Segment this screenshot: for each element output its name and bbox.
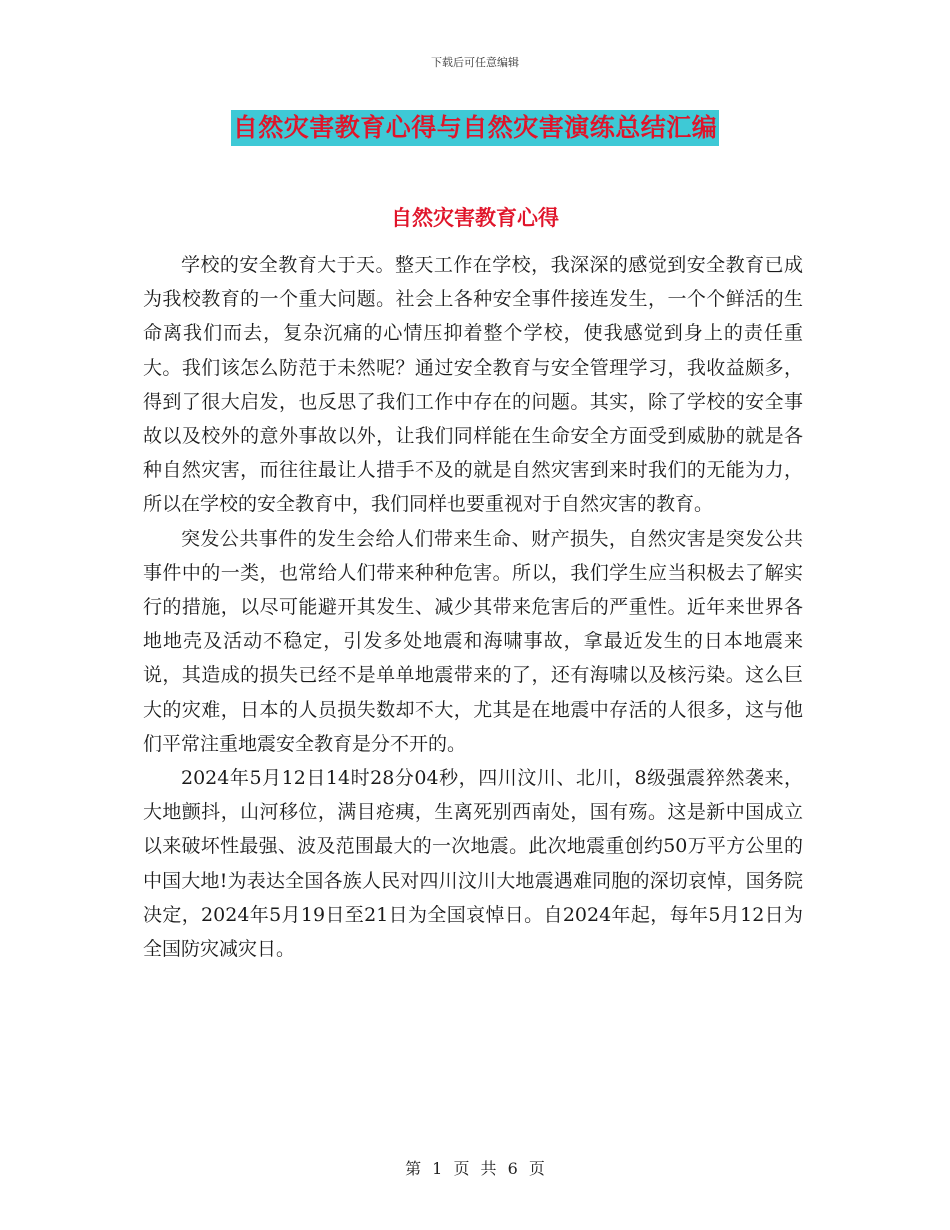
page-number-footer: 第 1 页 共 6 页 [405,1159,545,1178]
document-title: 自然灾害教育心得与自然灾害演练总结汇编 [231,110,720,146]
document-body [143,248,803,966]
paragraph-3: 2024年5月12日14时28分04秒，四川汶川、北川，8级强震猝然袭来，大地颤抖，山河移位，满目疮痍，生离死别西南处，国有殇。这是新中国成立以来破坏性最强、波及范围最大的一次地震。此次地震重创约50万平方公里的中国大地!为表达全国各族人民对四川汶川大地震遇难同胞的深切哀悼，国务院决定，2024年5月19日至21日为全国哀悼日。自2024年起，每年5月12日为全国防灾减灾日。 [143,767,803,961]
paragraph-1: 学校的安全教育大于天。整天工作在学校，我深深的感觉到安全教育已成为我校教育的一个重大问题。社会上各种安全事件接连发生，一个个鲜活的生命离我们而去，复杂沉痛的心情压抑着整个学校，使我感觉到身上的责任重大。我们该怎么防范于未然呢？通过安全教育与安全管理学习，我收益颇多，得到了很大启发，也反思了我们工作中存在的问题。其实，除了学校的安全事故以及校外的意外事故以外，让我们同样能在生命安全方面受到威胁的就是各种自然灾害，而往往最让人措手不及的就是自然灾害到来时我们的无能为力，所以在学校的安全教育中，我们同样也要重视对于自然灾害的教育。 [143,254,803,516]
header-note: 下载后可任意编辑 [431,56,519,69]
paragraph-2: 突发公共事件的发生会给人们带来生命、财产损失，自然灾害是突发公共事件中的一类，也常给人们带来种种危害。所以，我们学生应当积极去了解实行的措施，以尽可能避开其发生、减少其带来危害后的严重性。近年来世界各地地壳及活动不稳定，引发多处地震和海啸事故，拿最近发生的日本地震来说，其造成的损失已经不是单单地震带来的了，还有海啸以及核污染。这么巨大的灾难，日本的人员损失数却不大，尤其是在地震中存活的人很多，这与他们平常注重地震安全教育是分不开的。 [143,527,803,755]
document-title-container [0,110,950,146]
section-title: 自然灾害教育心得 [391,206,559,230]
